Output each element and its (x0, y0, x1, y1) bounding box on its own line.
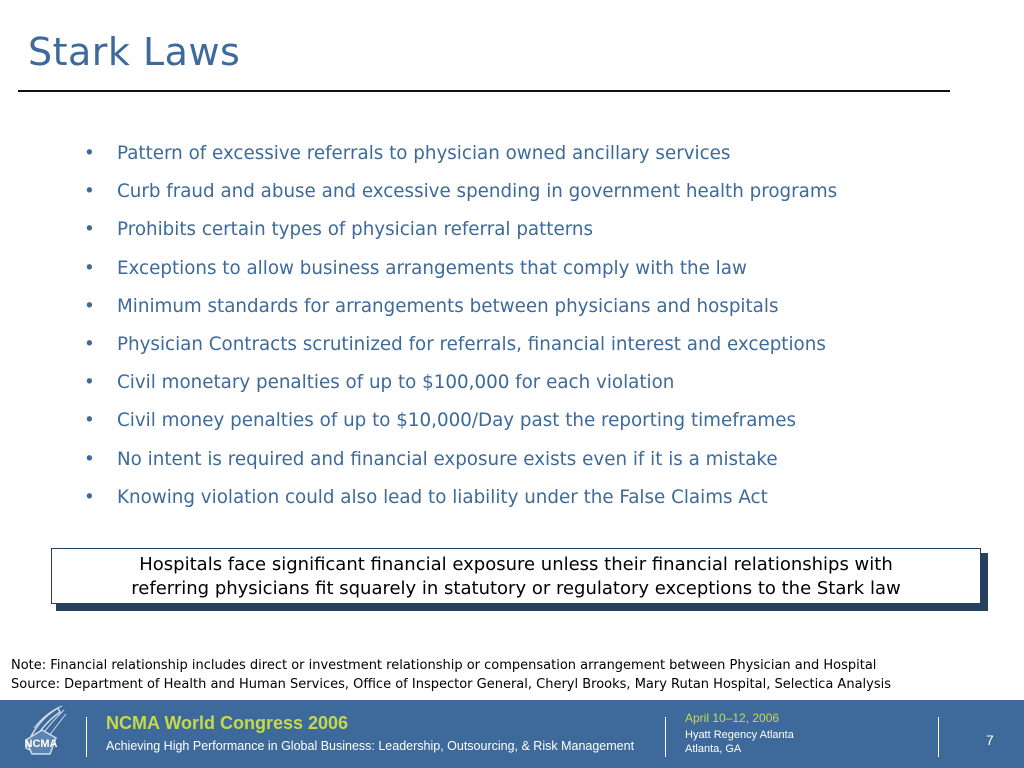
bullet-item (84, 446, 837, 484)
callout-line-2: referring physicians fit squarely in statutory or regulatory exceptions to the Stark law (131, 578, 901, 599)
callout-box (51, 548, 981, 604)
bullet-text: Civil money penalties of up to $10,000/Day past the reporting timeframes (117, 410, 796, 432)
footer-bar (0, 700, 1024, 768)
bullet-text: Exceptions to allow business arrangements that comply with the law (117, 257, 747, 279)
bullet-item (84, 178, 837, 216)
logo-text: NCMA (24, 738, 58, 750)
bullet-marker: • (84, 181, 95, 203)
title-divider (18, 90, 950, 92)
footer-divider (938, 717, 939, 757)
bullet-text: Knowing violation could also lead to liability under the False Claims Act (117, 486, 768, 508)
conference-name: NCMA World Congress 2006 (106, 713, 349, 733)
bullet-marker: • (84, 219, 95, 241)
bullet-item (84, 293, 837, 331)
bullet-item (84, 331, 837, 369)
callout-line-1: Hospitals face significant financial exposure unless their financial relationships with (139, 554, 893, 575)
bullet-item (84, 140, 837, 178)
bullet-marker: • (84, 486, 95, 508)
bullet-text: Curb fraud and abuse and excessive spending in government health programs (117, 181, 838, 203)
note-text: Note: Financial relationship includes direct or investment relationship or compensation arrangement between Physician and Hospital (11, 658, 877, 673)
footer-divider (665, 717, 666, 757)
bullet-list (84, 140, 837, 522)
slide-title: Stark Laws (28, 30, 241, 74)
bullet-marker: • (84, 448, 95, 470)
bullet-marker: • (84, 143, 95, 164)
footnotes (11, 656, 891, 694)
bullet-item (84, 369, 837, 407)
bullet-marker: • (84, 333, 95, 355)
bullet-marker: • (84, 410, 95, 432)
bullet-item (84, 484, 837, 522)
page-number: 7 (986, 732, 994, 748)
conference-venue (685, 728, 794, 756)
footer-divider (86, 717, 87, 757)
bullet-marker: • (84, 372, 95, 394)
bullet-marker: • (84, 257, 95, 279)
source-text: Source: Department of Health and Human Services, Office of Inspector General, Cheryl Brooks, Mary Rutan Hospital, Selectica Analysis (11, 677, 891, 692)
venue-line-1: Hyatt Regency Atlanta (685, 729, 794, 741)
bullet-text: No intent is required and financial exposure exists even if it is a mistake (117, 448, 778, 470)
bullet-text: Minimum standards for arrangements between physicians and hospitals (117, 295, 779, 317)
bullet-item (84, 216, 837, 254)
bullet-text: Physician Contracts scrutinized for referrals, financial interest and exceptions (117, 333, 826, 355)
bullet-marker: • (84, 295, 95, 317)
bullet-text: Civil monetary penalties of up to $100,000 for each violation (117, 372, 675, 394)
conference-subtitle: Achieving High Performance in Global Business: Leadership, Outsourcing, & Risk Management (106, 739, 635, 753)
bullet-item (84, 255, 837, 293)
venue-line-2: Atlanta, GA (685, 743, 742, 755)
bullet-item (84, 407, 837, 445)
bullet-text: Pattern of excessive referrals to physician owned ancillary services (117, 143, 731, 164)
bullet-text: Prohibits certain types of physician referral patterns (117, 219, 594, 241)
ncma-quill-logo-icon (12, 704, 74, 764)
conference-date: April 10–12, 2006 (685, 711, 780, 725)
